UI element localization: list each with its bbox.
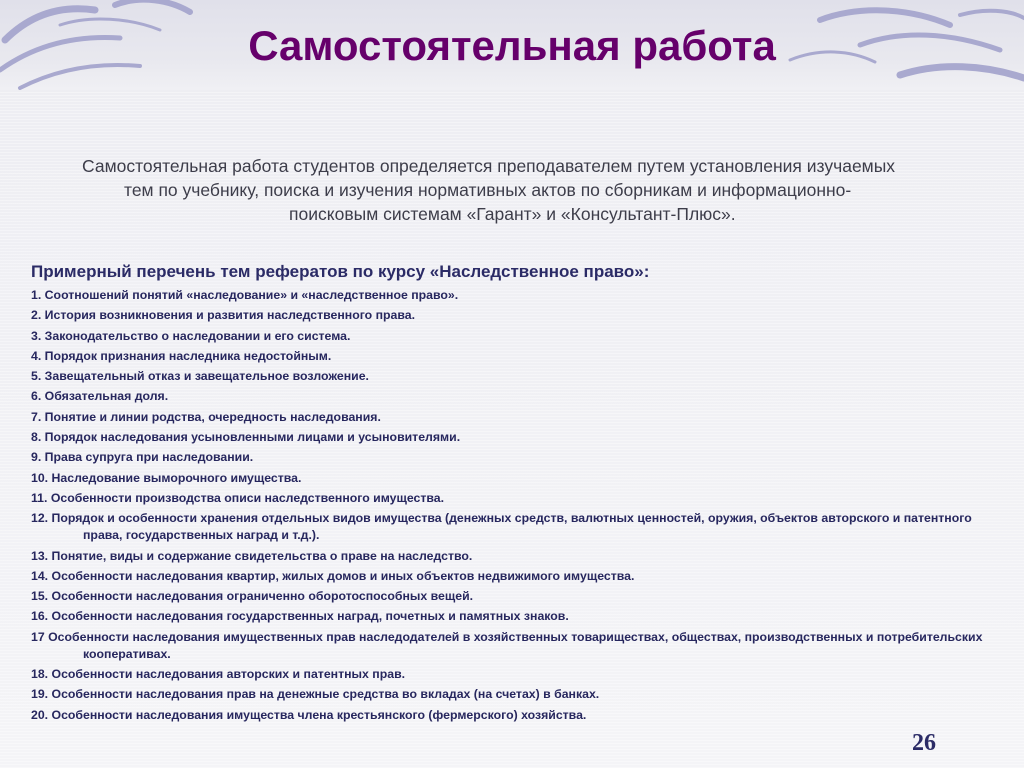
intro-line-2: тем по учебнику, поиска и изучения нормативных актов по сборникам и информационно- — [124, 180, 852, 200]
list-item: 7. Понятие и линии родства, очередность наследования. — [31, 409, 381, 424]
list-item: 3. Законодательство о наследовании и его система. — [31, 328, 351, 343]
intro-paragraph — [82, 154, 1000, 226]
list-item: 10. Наследование выморочного имущества. — [31, 470, 302, 485]
list-item: 1. Соотношений понятий «наследование» и «наследственное право». — [31, 288, 459, 302]
intro-line-3: поисковым системам «Гарант» и «Консультант-Плюс». — [289, 204, 736, 224]
slide-title: Самостоятельная работа — [248, 22, 776, 69]
list-item: 12. Порядок и особенности хранения отдельных видов имущества (денежных средств, валютных ценностей, оружия, объектов авторского и патентного права, государственных наград и т.д.). — [31, 511, 972, 543]
list-item: 13. Понятие, виды и содержание свидетельства о праве на наследство. — [31, 548, 473, 563]
list-item: 20. Особенности наследования имущества члена крестьянского (фермерского) хозяйства. — [31, 707, 587, 722]
list-item: 17 Особенности наследования имущественных прав наследодателей в хозяйственных товариществах, обществах, производственных и потребительских кооперативах. — [31, 629, 983, 661]
list-item: 2. История возникновения и развития наследственного права. — [31, 308, 416, 323]
list-item: 5. Завещательный отказ и завещательное возложение. — [31, 369, 369, 384]
list-item: 8. Порядок наследования усыновленными лицами и усыновителями. — [31, 430, 461, 445]
list-item: 11. Особенности производства описи наследственного имущества. — [31, 490, 445, 505]
intro-line-1: Самостоятельная работа студентов определяется преподавателем путем установления изучаемых — [82, 156, 896, 176]
list-item: 14. Особенности наследования квартир, жилых домов и иных объектов недвижимого имущества. — [31, 568, 635, 583]
list-item: 18. Особенности наследования авторских и патентных прав. — [31, 667, 406, 682]
list-item: 19. Особенности наследования прав на денежные средства во вкладах (на счетах) в банках. — [31, 687, 600, 702]
list-item: 4. Порядок признания наследника недостойным. — [31, 348, 332, 363]
list-item: 16. Особенности наследования государственных наград, почетных и памятных знаков. — [31, 609, 569, 624]
topics-heading: Примерный перечень тем рефератов по курсу «Наследственное право»: — [31, 262, 650, 281]
topics-list — [31, 287, 1006, 727]
page-number: 26 — [912, 730, 936, 756]
list-item: 6. Обязательная доля. — [31, 389, 169, 404]
list-item: 15. Особенности наследования ограниченно оборотоспособных вещей. — [31, 589, 474, 604]
list-item: 9. Права супруга при наследовании. — [31, 450, 254, 465]
